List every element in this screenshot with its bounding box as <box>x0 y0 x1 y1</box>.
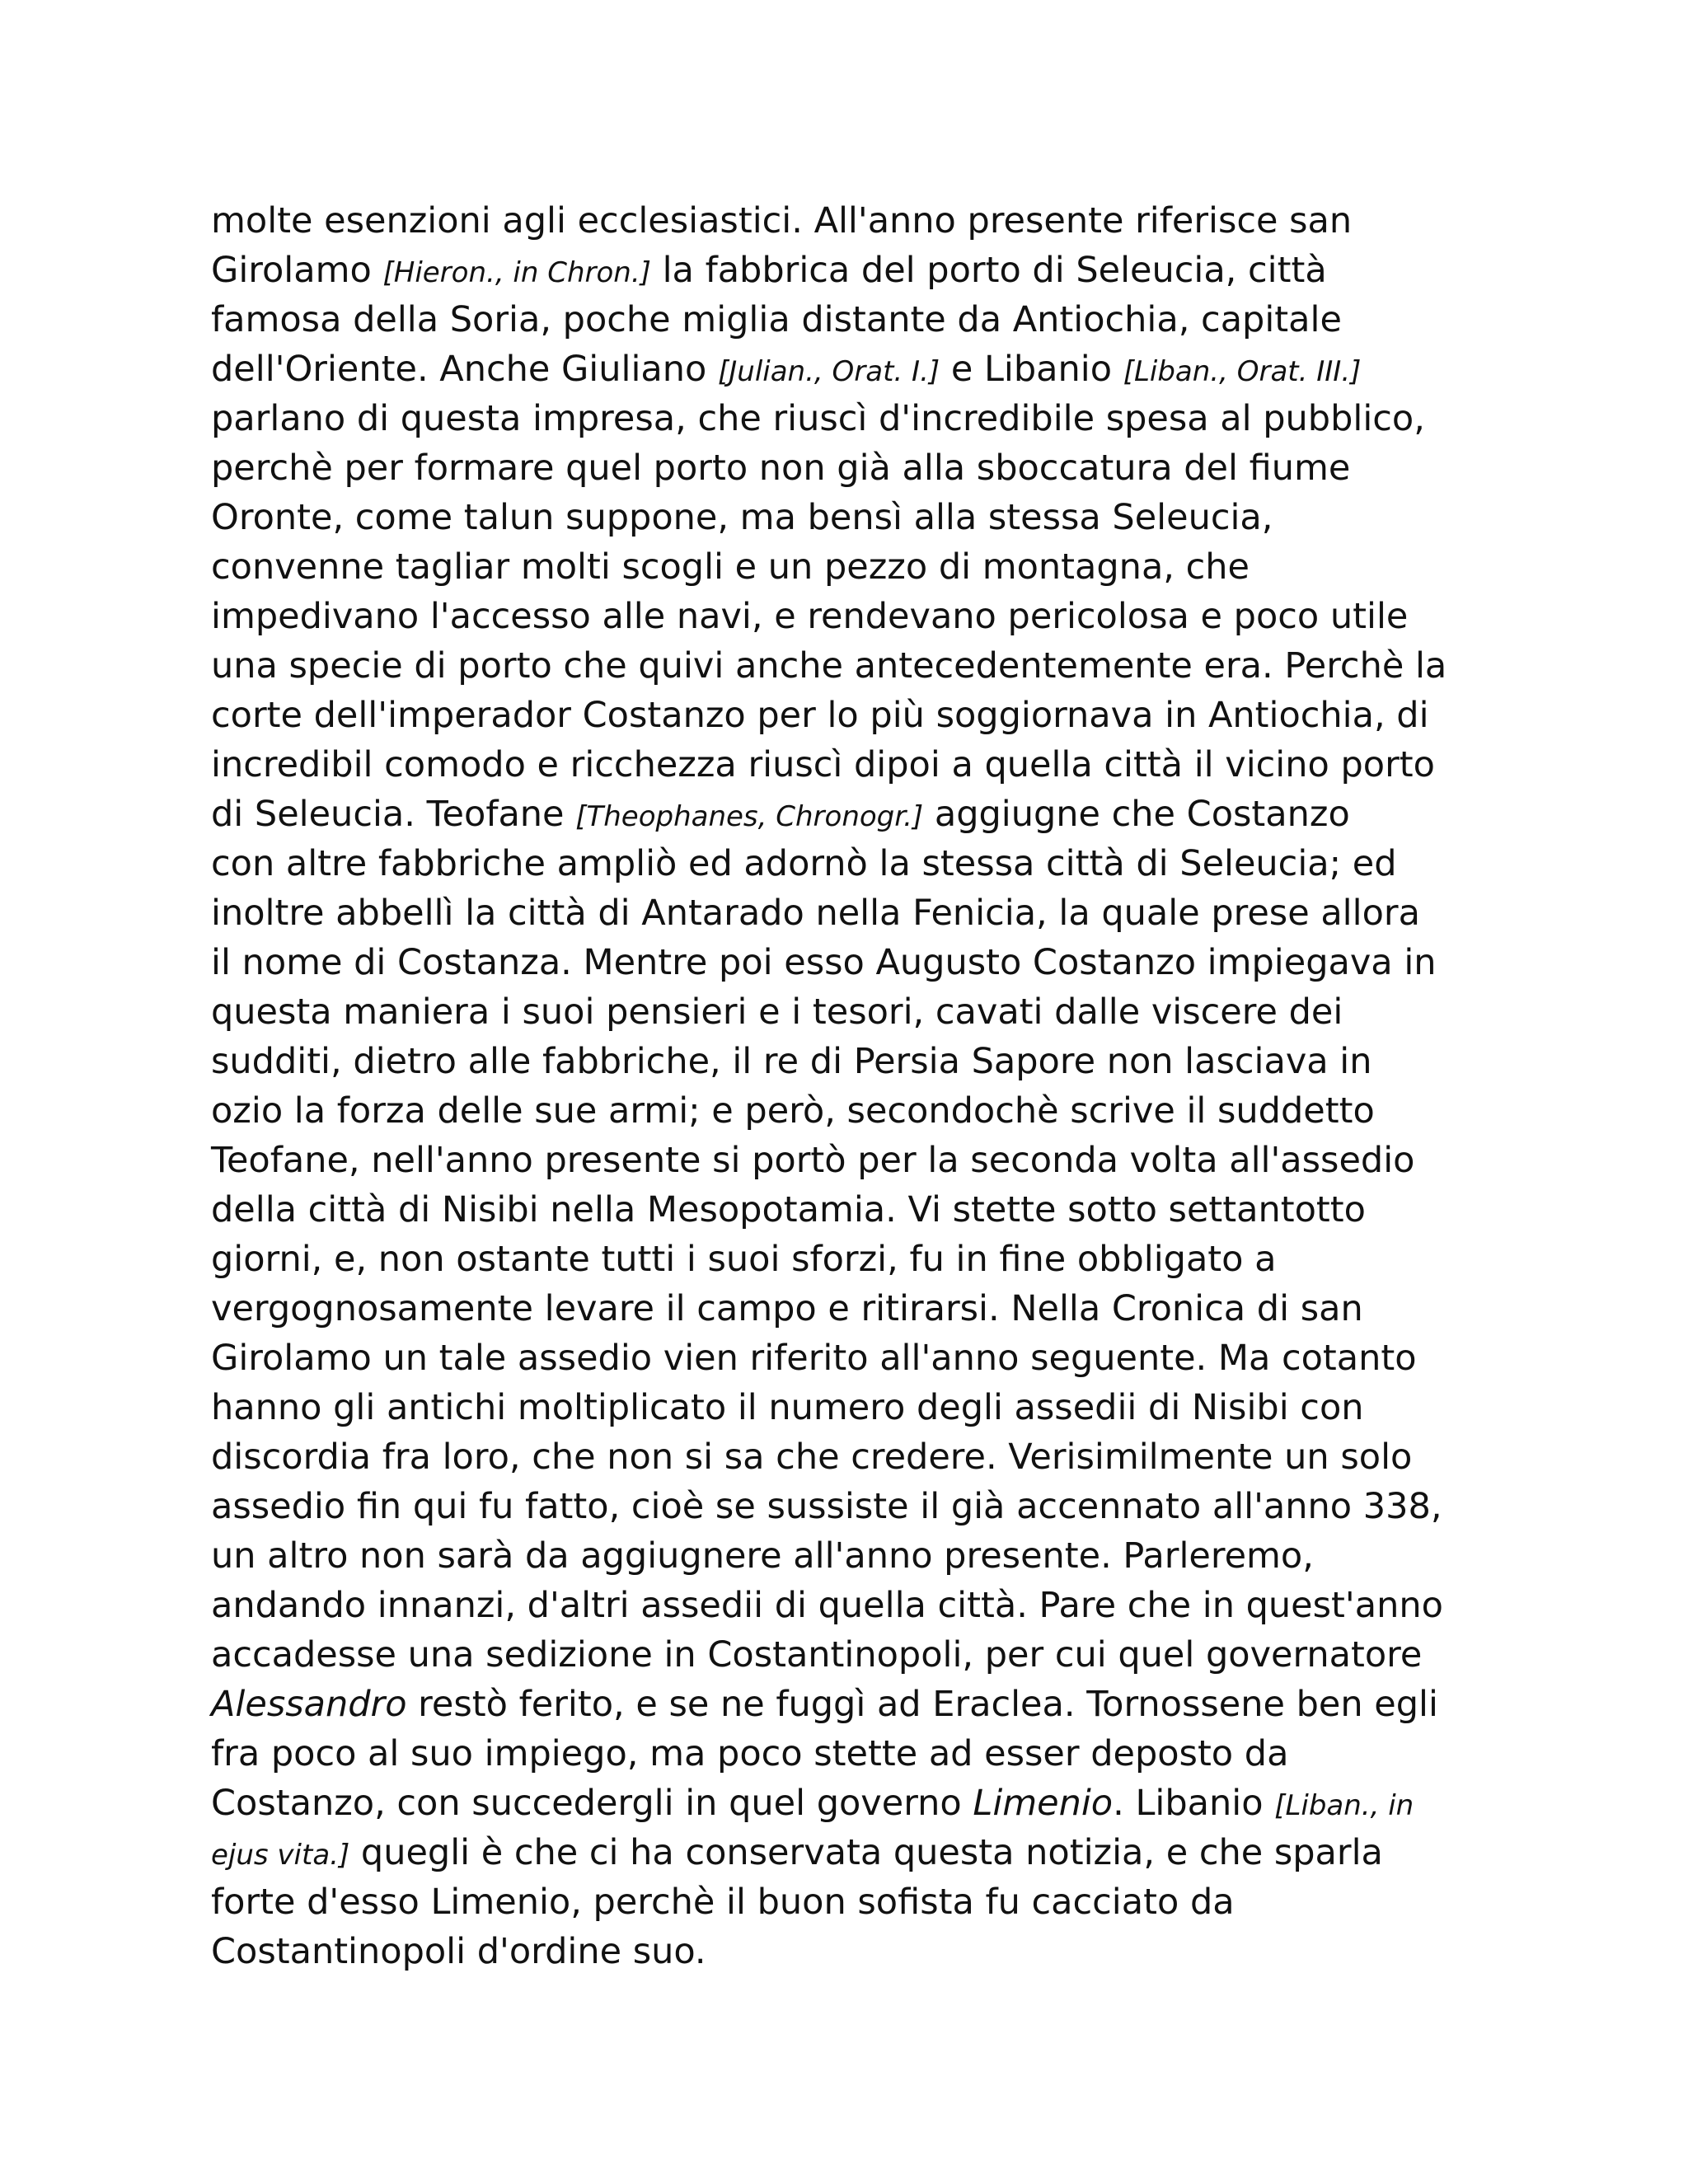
text-line <box>211 1333 1497 1383</box>
text-run: Oronte, come talun suppone, ma bensì alla stessa Seleucia, <box>211 497 1273 538</box>
text-run: fra poco al suo impiego, ma poco stette ad esser deposto da <box>211 1733 1289 1774</box>
text-line <box>211 1432 1497 1482</box>
text-run: questa maniera i suoi pensieri e i tesori, cavati dalle viscere dei <box>211 991 1343 1033</box>
text-line <box>211 196 1497 246</box>
citation-reference: [Hieron., in Chron.] <box>382 256 651 289</box>
text-run: famosa della Soria, poche miglia distante da Antiochia, capitale <box>211 299 1342 340</box>
text-line <box>211 394 1497 443</box>
text-run: la fabbrica del porto di Seleucia, città <box>650 250 1327 291</box>
text-run: parlano di questa impresa, che riuscì d'incredibile spesa al pubblico, <box>211 398 1425 439</box>
text-run: forte d'esso Limenio, perchè il buon sofista fu cacciato da <box>211 1882 1235 1923</box>
text-run: quegli è che ci ha conservata questa notizia, e che sparla <box>349 1832 1383 1873</box>
citation-reference: [Julian., Orat. I.] <box>717 355 940 388</box>
text-line <box>211 987 1497 1037</box>
text-line <box>211 1185 1497 1235</box>
text-run: aggiugne che Costanzo <box>923 794 1350 835</box>
text-run: di Seleucia. Teofane <box>211 794 576 835</box>
text-line <box>211 641 1497 691</box>
text-run: ozio la forza delle sue armi; e però, secondochè scrive il suddetto <box>211 1090 1375 1132</box>
text-run: assedio fin qui fu fatto, cioè se sussiste il già accennato all'anno 338, <box>211 1486 1442 1527</box>
text-run: andando innanzi, d'altri assedii di quella città. Pare che in quest'anno <box>211 1585 1443 1626</box>
text-run: della città di Nisibi nella Mesopotamia. Vi stette sotto settantotto <box>211 1189 1366 1230</box>
text-line <box>211 1482 1497 1531</box>
text-line <box>211 740 1497 790</box>
text-run: hanno gli antichi moltiplicato il numero degli assedii di Nisibi con <box>211 1387 1364 1428</box>
text-run: incredibil comodo e ricchezza riuscì dipoi a quella città il vicino porto <box>211 744 1435 785</box>
text-line <box>211 1729 1497 1779</box>
citation-reference: [Theophanes, Chronogr.] <box>575 800 924 833</box>
text-run: Girolamo <box>211 250 383 291</box>
text-run: impedivano l'accesso alle navi, e rendevano pericolosa e poco utile <box>211 596 1409 637</box>
text-line <box>211 1383 1497 1432</box>
text-line <box>211 938 1497 987</box>
body-text <box>211 196 1497 1976</box>
text-line <box>211 1531 1497 1581</box>
text-line <box>211 1927 1497 1976</box>
text-line <box>211 443 1497 493</box>
text-run: vergognosamente levare il campo e ritirarsi. Nella Cronica di san <box>211 1288 1363 1329</box>
text-run: giorni, e, non ostante tutti i suoi sforzi, fu in fine obbligato a <box>211 1239 1277 1280</box>
text-line <box>211 1235 1497 1284</box>
text-line <box>211 790 1497 839</box>
text-line <box>211 1136 1497 1185</box>
text-run: sudditi, dietro alle fabbriche, il re di Persia Sapore non lasciava in <box>211 1041 1372 1082</box>
text-line <box>211 1581 1497 1630</box>
italic-name: Limenio <box>973 1783 1114 1824</box>
text-run: Costantinopoli d'ordine suo. <box>211 1931 706 1972</box>
italic-name: Alessandro <box>211 1684 407 1725</box>
text-line <box>211 493 1497 542</box>
text-run: perchè per formare quel porto non già alla sboccatura del fiume <box>211 448 1351 489</box>
text-run: dell'Oriente. Anche Giuliano <box>211 349 718 390</box>
text-line <box>211 1284 1497 1333</box>
text-run: con altre fabbriche ampliò ed adornò la stessa città di Seleucia; ed <box>211 843 1397 884</box>
text-run: il nome di Costanza. Mentre poi esso Augusto Costanzo impiegava in <box>211 942 1437 983</box>
text-line <box>211 1828 1497 1877</box>
text-line <box>211 888 1497 938</box>
text-run: un altro non sarà da aggiugnere all'anno presente. Parleremo, <box>211 1535 1314 1577</box>
text-run: convenne tagliar molti scogli e un pezzo di montagna, che <box>211 546 1250 588</box>
text-run: molte esenzioni agli ecclesiastici. All'anno presente riferisce san <box>211 200 1353 241</box>
text-line <box>211 246 1497 295</box>
text-line <box>211 1037 1497 1086</box>
text-run: corte dell'imperador Costanzo per lo più soggiornava in Antiochia, di <box>211 695 1429 736</box>
text-run: . Libanio <box>1113 1783 1275 1824</box>
text-line <box>211 1086 1497 1136</box>
text-run: restò ferito, e se ne fuggì ad Eraclea. Tornossene ben egli <box>406 1684 1438 1725</box>
text-line <box>211 691 1497 740</box>
text-run: e Libanio <box>940 349 1123 390</box>
text-run: Costanzo, con succedergli in quel governo <box>211 1783 973 1824</box>
citation-reference: [Liban., in <box>1274 1789 1414 1822</box>
text-run: discordia fra loro, che non si sa che credere. Verisimilmente un solo <box>211 1436 1413 1478</box>
citation-reference: [Liban., Orat. III.] <box>1123 355 1362 388</box>
text-run: Girolamo un tale assedio vien riferito all'anno seguente. Ma cotanto <box>211 1338 1417 1379</box>
text-line <box>211 1630 1497 1680</box>
text-line <box>211 592 1497 641</box>
text-line <box>211 1779 1497 1828</box>
text-line <box>211 839 1497 888</box>
text-line <box>211 542 1497 592</box>
text-run: Teofane, nell'anno presente si portò per la seconda volta all'assedio <box>211 1140 1415 1181</box>
text-run: una specie di porto che quivi anche antecedentemente era. Perchè la <box>211 645 1447 687</box>
text-line <box>211 1877 1497 1927</box>
text-line <box>211 1680 1497 1729</box>
text-line <box>211 295 1497 344</box>
text-run: inoltre abbellì la città di Antarado nella Fenicia, la quale prese allora <box>211 893 1420 934</box>
text-run: accadesse una sedizione in Costantinopoli, per cui quel governatore <box>211 1634 1423 1675</box>
text-line <box>211 344 1497 394</box>
citation-reference: ejus vita.] <box>211 1839 350 1872</box>
